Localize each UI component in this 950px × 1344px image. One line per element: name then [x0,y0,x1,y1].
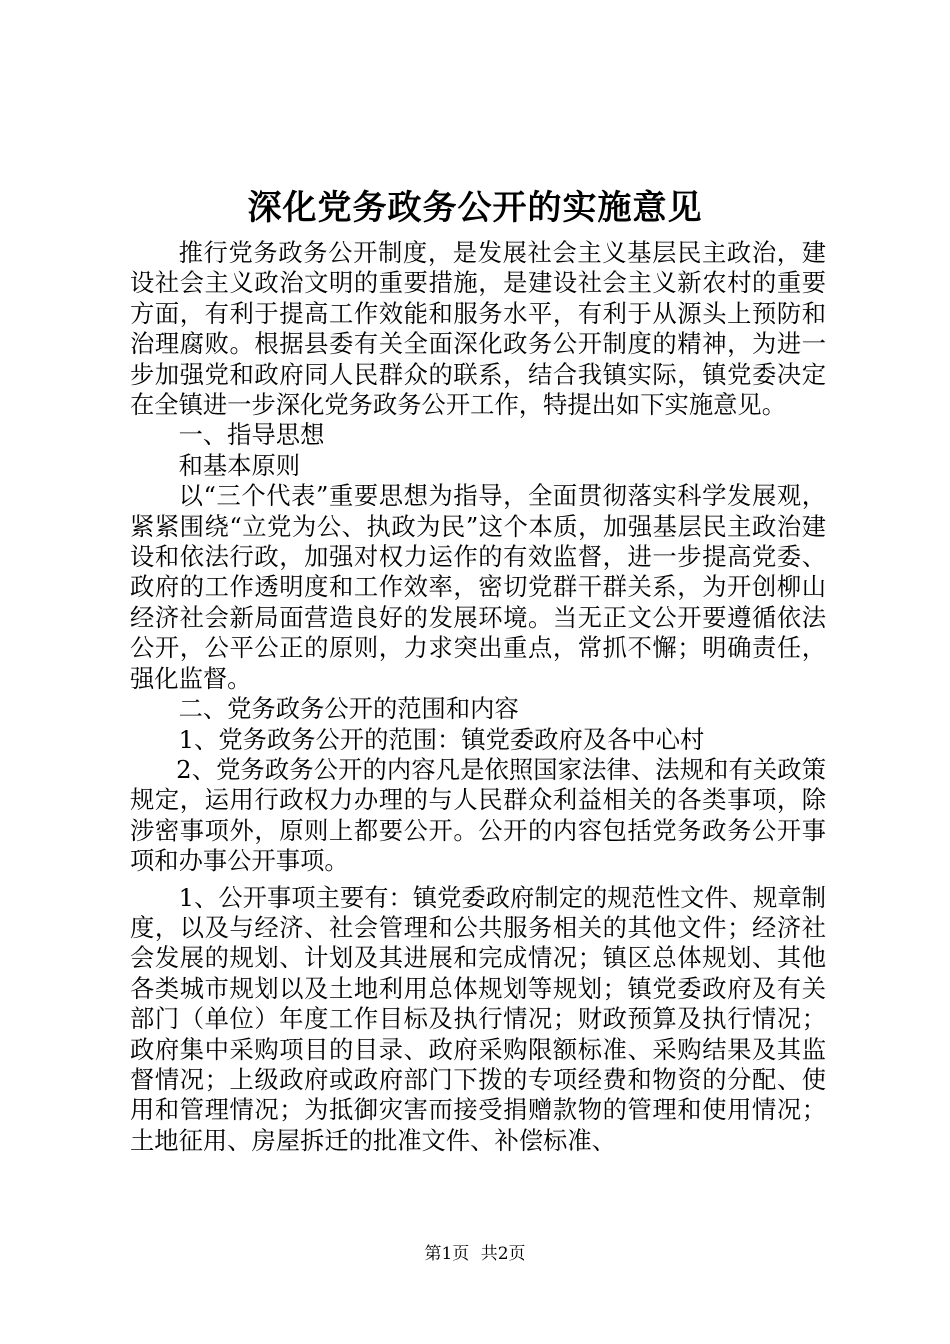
document-title: 深化党务政务公开的实施意见 [247,188,703,228]
paragraph-scope: 1、党务政务公开的范围：镇党委政府及各中心村 [178,724,705,754]
page-number-total: 共2页 [480,1244,526,1264]
heading-basic-principles: 和基本原则 [178,450,301,480]
heading-scope-content: 二、党务政务公开的范围和内容 [178,694,519,724]
page-number-current: 第1页 [424,1244,470,1264]
paragraph-content: 2、党务政务公开的内容凡是依照国家法律、法规和有关政策规定，运用行政权力办理的与人民群众利益相关的各类事项，除涉密事项外，原则上都要公开。公开的内容包括党务政务公开事项和办事公开事项。 [130,754,826,876]
paragraph-principles: 以“三个代表”重要思想为指导，全面贯彻落实科学发展观，紧紧围绕“立党为公、执政为民”这个本质，加强基层民主政治建设和依法行政，加强对权力运作的有效监督，进一步提高党委、政府的工作透明度和工作效率，密切党群干群关系，为开创柳山经济社会新局面营造良好的发展环境。当无正文公开要遵循依法公开，公平公正的原则，力求突出重点，常抓不懈；明确责任，强化监督。 [130,481,826,693]
document-body [130,238,826,1156]
paragraph-public-items: 1、公开事项主要有：镇党委政府制定的规范性文件、规章制度，以及与经济、社会管理和公共服务相关的其他文件；经济社会发展的规划、计划及其进展和完成情况；镇区总体规划、其他各类城市规划以及土地利用总体规划等规划；镇党委政府及有关部门（单位）年度工作目标及执行情况；财政预算及执行情况；政府集中采购项目的目录、政府采购限额标准、采购结果及其监督情况；上级政府或政府部门下拨的专项经费和物资的分配、使用和管理情况；为抵御灾害而接受捐赠款物的管理和使用情况；土地征用、房屋拆迁的批准文件、补偿标准、 [130,882,826,1155]
page-footer [0,1242,950,1266]
heading-guiding-thought: 一、指导思想 [178,420,325,450]
paragraph-intro: 推行党务政务公开制度，是发展社会主义基层民主政治，建设社会主义政治文明的重要措施，是建设社会主义新农村的重要方面，有利于提高工作效能和服务水平，有利于从源头上预防和治理腐败。根据县委有关全面深化政务公开制度的精神，为进一步加强党和政府同人民群众的联系，结合我镇实际，镇党委决定在全镇进一步深化党务政务公开工作，特提出如下实施意见。 [130,238,826,420]
